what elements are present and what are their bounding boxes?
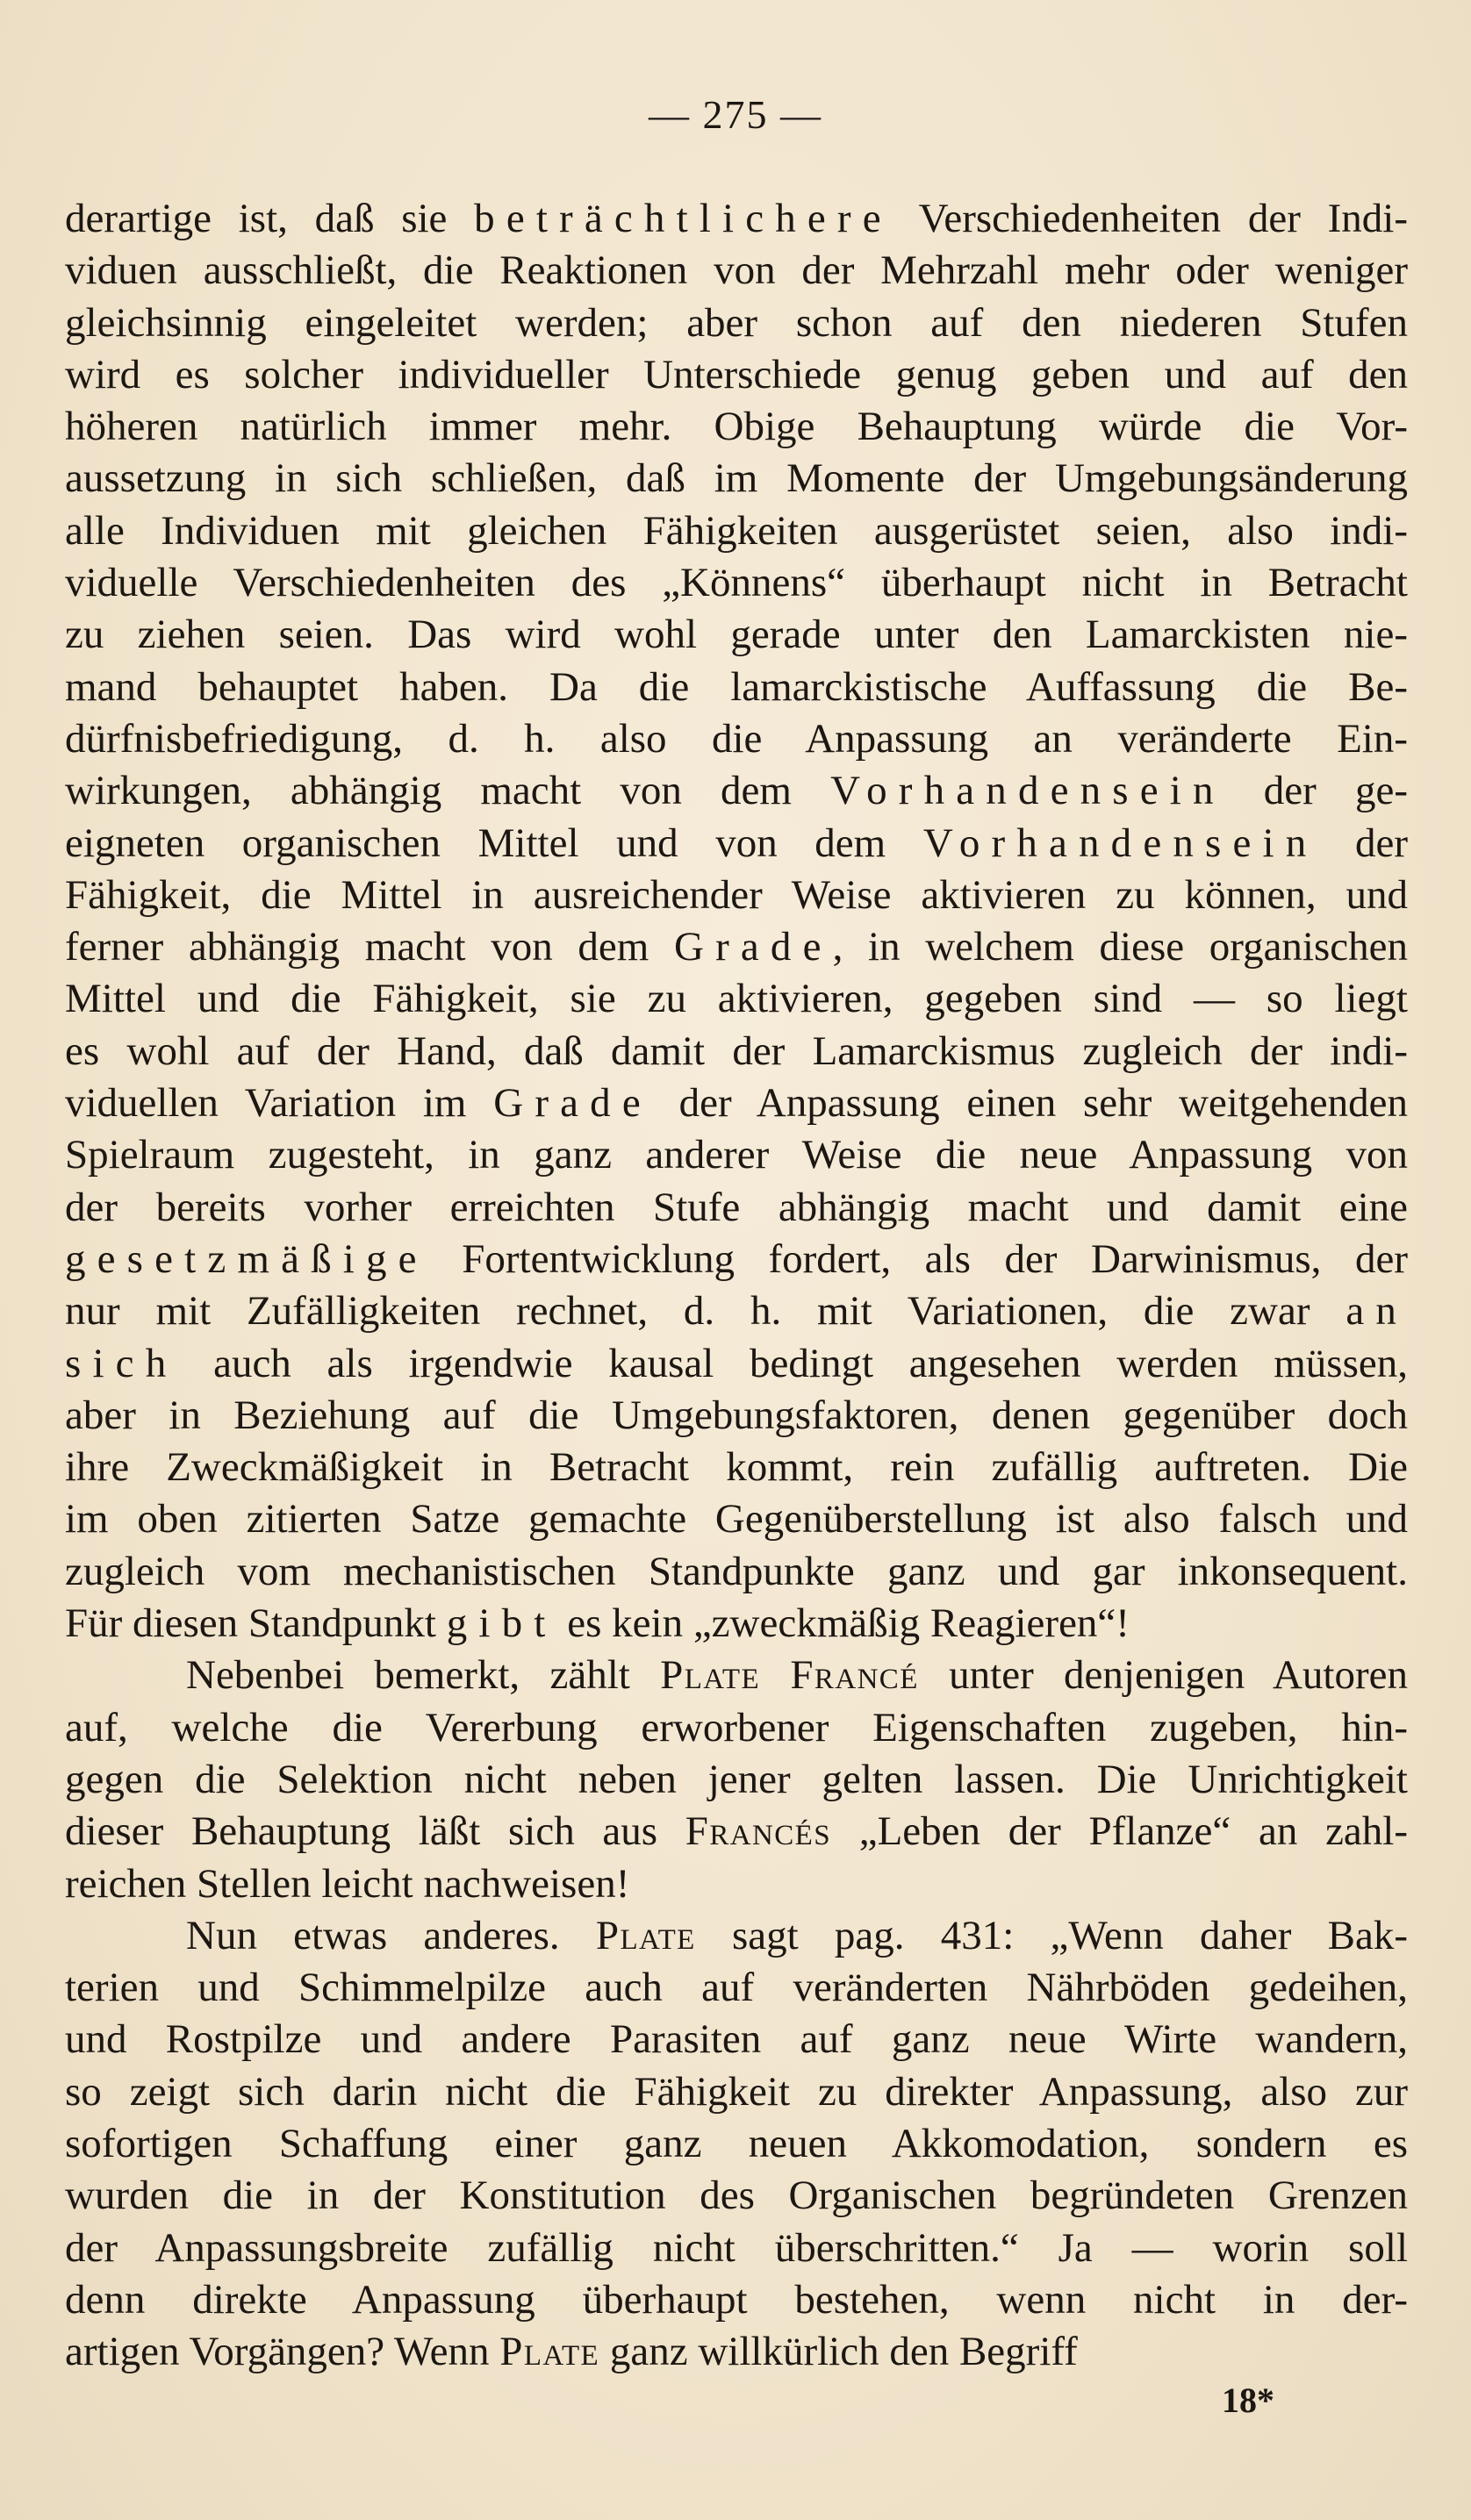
text-run: gleichsinnig eingeleitet werden; aber schon auf den niederen Stufen [65,299,1408,346]
text-run: Spielraum zugesteht, in ganz anderer Weise die neue Anpassung von [65,1132,1408,1178]
text-run: denn direkte Anpassung überhaupt bestehen, wenn nicht in der- [65,2276,1408,2323]
text-line [65,453,1408,505]
text-run: terien und Schimmelpilze auch auf veränderten Nährböden gedeihen, [65,1965,1408,2011]
text-line [65,609,1408,661]
text-run: wurden die in der Konstitution des Organischen begründeten Grenzen [65,2173,1408,2219]
paragraph [65,193,1408,1650]
text-run: höheren natürlich immer mehr. Obige Behauptung würde die Vor- [65,404,1408,450]
text-run: Verschiedenheiten der Indi- [892,196,1408,241]
text-run [760,1652,790,1698]
text-line [65,765,1408,817]
text-line [65,1546,1408,1598]
text-run: Für diesen Standpunkt [65,1600,447,1647]
text-run: viduen ausschließt, die Reaktionen von der Mehrzahl mehr oder weniger [65,247,1408,294]
text-run: eigneten organischen Mittel und von dem [65,820,923,866]
text-run: artigen Vorgängen? Wenn [65,2329,500,2375]
page-number: — 275 — [649,92,822,137]
text-run: „Leben der Pflanze“ an zahl- [831,1808,1408,1855]
text-run: aussetzung in sich schließen, daß im Momente der Umgebungsänderung [65,455,1408,502]
text-run: auf, welche die Vererbung erworbener Eigenschaften zugeben, hin- [65,1704,1408,1750]
text-run: unter denjenigen Autoren [918,1652,1408,1699]
author-name: Plate [660,1652,761,1699]
text-line [65,713,1408,765]
spaced-emphasis: sich [65,1340,178,1386]
text-line [65,1285,1408,1337]
text-run: sagt pag. 431: „Wenn daher Bak- [695,1912,1408,1958]
text-line [65,557,1408,609]
text-run: viduelle Verschiedenheiten des „Könnens“ überhaupt nicht in Betracht [65,560,1408,606]
text-run: wird es solcher individueller Unterschiede genug geben und auf den [65,351,1408,397]
text-run: ganz willkürlich den Begriff [599,2329,1078,2375]
paragraph [65,1910,1408,2379]
text-run: der bereits vorher erreichten Stufe abhängig macht und damit eine [65,1184,1408,1230]
text-run: mand behauptet haben. Da die lamarckistische Auffassung die Be- [65,663,1408,710]
text-line [65,1129,1408,1181]
text-line [65,2118,1408,2170]
text-run: aber in Beziehung auf die Umgebungsfaktoren, denen gegenüber doch [65,1392,1408,1438]
text-run: Nun etwas anderes. [186,1912,596,1958]
text-line [65,349,1408,401]
text-line [65,1182,1408,1234]
text-run: gegen die Selektion nicht neben jener gelten lassen. Die Unrichtigkeit [65,1756,1408,1802]
text-line [65,401,1408,453]
text-line [65,2066,1408,2118]
text-line [65,1077,1408,1129]
paragraph [65,1650,1408,1909]
text-run: es kein „zweckmäßig Reagieren“! [556,1600,1130,1647]
text-line [65,1234,1408,1285]
text-line [65,2223,1408,2274]
text-line [65,973,1408,1025]
text-run: viduellen Variation im [65,1080,494,1127]
text-line [65,2014,1408,2065]
body-text [65,193,1408,2378]
text-run: Mittel und die Fähigkeit, sie zu aktivieren, gegeben sind — so liegt [65,976,1408,1022]
text-line [65,2170,1408,2222]
spaced-emphasis: Grade [493,1080,652,1127]
text-run: zu ziehen seien. Das wird wohl gerade unter den Lamarckisten nie- [65,612,1408,658]
author-name: Plate [595,1912,696,1958]
text-run: und Rostpilze und andere Parasiten auf ganz neue Wirte wandern, [65,2016,1408,2063]
author-name: Plate [499,2329,600,2375]
text-line [65,2274,1408,2326]
text-line [65,1962,1408,2014]
text-line [65,818,1408,870]
text-line [65,505,1408,557]
text-line [65,1493,1408,1545]
text-line [65,1806,1408,1858]
text-line [65,193,1408,245]
text-line [65,1390,1408,1442]
text-line [65,1650,1408,1701]
text-run: ihre Zweckmäßigkeit in Betracht kommt, rein zufällig auftreten. Die [65,1444,1408,1491]
spaced-emphasis: an [1345,1288,1408,1335]
text-run: ferner abhängig macht von dem [65,924,674,970]
text-run: derartige ist, daß sie [65,196,475,241]
text-line [65,921,1408,973]
text-run: nur mit Zufälligkeiten rechnet, d. h. mit Variationen, die zwar [65,1288,1346,1335]
spaced-emphasis: Grade [674,924,833,970]
text-line [65,2326,1408,2378]
spaced-emphasis: Vorhandensein [922,820,1318,866]
text-line [65,1910,1408,1962]
author-name: Francé [790,1652,919,1699]
text-line [65,662,1408,713]
text-run: der Anpassungsbreite zufällig nicht überschritten.“ Ja — worin soll [65,2224,1408,2271]
text-run: im oben zitierten Satze gemachte Gegenüberstellung ist also falsch und [65,1496,1408,1543]
text-run: so zeigt sich darin nicht die Fähigkeit zu direkter Anpassung, also zur [65,2068,1408,2115]
text-run: , in welchem diese organischen [832,924,1408,970]
text-run: der Anpassung einen sehr weitgehenden [651,1080,1408,1127]
signature-mark: 18* [1222,2380,1274,2420]
text-line [65,1858,1408,1910]
text-run: sofortigen Schaffung einer ganz neuen Akkomodation, sondern es [65,2120,1408,2166]
text-run: zugleich vom mechanistischen Standpunkte ganz und gar inkonsequent. [65,1548,1408,1594]
text-line [65,1598,1408,1650]
text-run: der ge- [1224,768,1408,814]
text-run: reichen Stellen leicht nachweisen! [65,1860,630,1907]
text-run: auch als irgendwie kausal bedingt angesehen werden müssen, [177,1340,1408,1386]
author-name: Francés [685,1808,832,1855]
spaced-emphasis: gesetzmäßige [65,1235,428,1282]
text-run: Fähigkeit, die Mittel in ausreichender Weise aktivieren zu können, und [65,871,1408,918]
text-line [65,245,1408,297]
text-line [65,1026,1408,1077]
text-line [65,1702,1408,1754]
spaced-emphasis: Vorhandensein [830,768,1225,814]
text-run: der [1317,820,1408,866]
spaced-emphasis: gibt [446,1600,557,1647]
spaced-emphasis: beträchtlichere [474,196,893,241]
text-line [65,870,1408,921]
text-line [65,1338,1408,1390]
text-line [65,297,1408,349]
text-run: dürfnisbefriedigung, d. h. also die Anpassung an veränderte Ein- [65,715,1408,762]
text-run: wirkungen, abhängig macht von dem [65,768,831,814]
text-run: es wohl auf der Hand, daß damit der Lamarckismus zugleich der indi- [65,1027,1408,1074]
text-line [65,1754,1408,1806]
text-run: Fortentwicklung fordert, als der Darwinismus, der [427,1235,1408,1282]
text-run: alle Individuen mit gleichen Fähigkeiten ausgerüstet seien, also indi- [65,507,1408,554]
text-run: Nebenbei bemerkt, zählt [186,1652,661,1699]
text-run: dieser Behauptung läßt sich aus [65,1808,685,1855]
text-line [65,1442,1408,1493]
